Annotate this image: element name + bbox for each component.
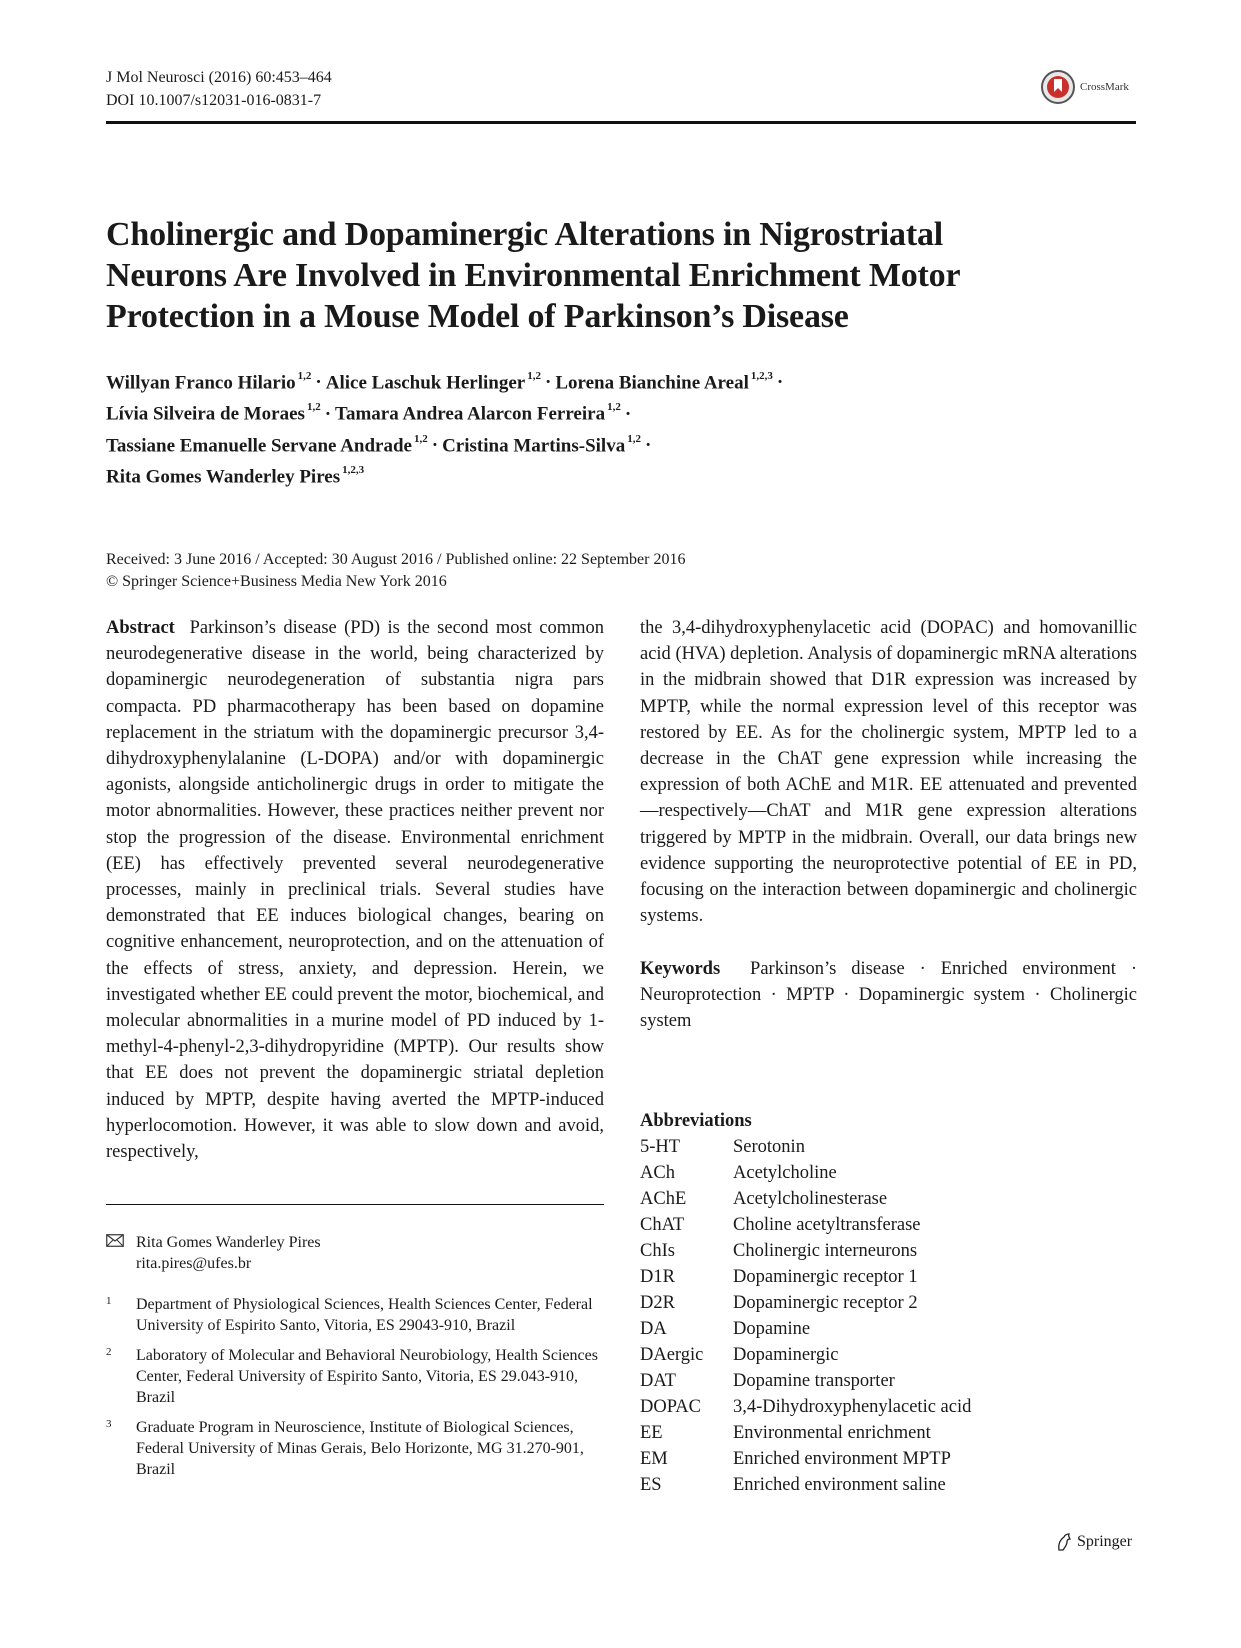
author-affiliation: 1,2 xyxy=(627,432,641,445)
abbreviation: DA xyxy=(640,1319,667,1339)
affiliation-text: Department of Physiological Sciences, Health Sciences Center, Federal University of Espirito Santo, Vitoria, ES 29043-910, Brazil xyxy=(136,1296,593,1334)
abbreviation-row xyxy=(640,1212,1137,1238)
author-affiliation: 1,2 xyxy=(607,401,621,414)
abbreviation: D2R xyxy=(640,1293,675,1313)
publisher-logo xyxy=(1055,1532,1132,1552)
envelope-icon xyxy=(106,1232,132,1253)
abstract-text: Parkinson’s disease (PD) is the second most common neurodegenerative disease in the world, being characterized by dopaminergic neurodegeneration of substantia nigra pars compacta. PD pharmacotherapy has been based on dopamine replacement in the striatum with the dopaminergic precursor 3,4-dihydroxyphenylalanine (L-DOPA) and/or with dopaminergic agonists, alongside anticholinergic drugs in order to mitigate the motor abnormalities. However, these practices neither prevent nor stop the progression of the disease. Environmental enrichment (EE) has effectively prevented several neurodegenerative processes, mainly in preclinical trials. Several studies have demonstrated that EE induces biological changes, bearing on cognitive enhancement, neuroprotection, and on the attenuation of the effects of stress, anxiety, and depression. Herein, we investigated whether EE could prevent the motor, biochemical, and molecular abnormalities in a murine model of PD induced by 1-methyl-4-phenyl-2,3-dihydropyridine (MPTP). Our results show that EE does not prevent the dopaminergic striatal depletion induced by MPTP, despite having averted the MPTP-induced hyperlocomotion. However, it was able to slow down and avoid, respectively, xyxy=(106,618,605,1163)
abbreviation: AChE xyxy=(640,1189,687,1209)
title-line: Protection in a Mouse Model of Parkinson’s Disease xyxy=(106,298,849,335)
header-divider xyxy=(106,121,1136,124)
abbreviation-row xyxy=(640,1134,1137,1160)
journal-header xyxy=(106,66,332,112)
abbreviation-definition: Cholinergic interneurons xyxy=(733,1241,918,1261)
author-affiliation: 1,2 xyxy=(306,401,321,414)
abbreviation: 5-HT xyxy=(640,1137,681,1157)
journal-citation: J Mol Neurosci (2016) 60:453–464 xyxy=(106,69,332,86)
author-affiliation: 1,2,3 xyxy=(750,370,773,382)
affiliation-text: Laboratory of Molecular and Behavioral Neurobiology, Health Sciences Center, Federal University of Espirito Santo, Vitoria, ES 29.043-910, Brazil xyxy=(136,1347,598,1406)
abbreviation-definition: Dopaminergic xyxy=(733,1345,839,1365)
doi[interactable]: DOI 10.1007/s12031-016-0831-7 xyxy=(106,92,322,109)
separator: · xyxy=(544,372,552,394)
separator: · xyxy=(324,403,332,425)
separator: · xyxy=(644,434,652,456)
abbreviation-definition: Serotonin xyxy=(733,1137,805,1157)
abbreviation-definition: Acetylcholinesterase xyxy=(733,1189,888,1209)
crossmark-icon xyxy=(1040,69,1076,105)
keywords-label: Keywords xyxy=(640,959,721,979)
abbreviation: DAergic xyxy=(640,1345,704,1365)
crossmark-label: CrossMark xyxy=(1080,81,1129,93)
affiliation xyxy=(106,1417,604,1480)
abbreviation: DAT xyxy=(640,1371,676,1391)
abbreviation-row xyxy=(640,1264,1137,1290)
copyright-line: © Springer Science+Business Media New York 2016 xyxy=(106,573,447,590)
abbreviation-row xyxy=(640,1472,1137,1498)
abbreviation-row xyxy=(640,1342,1137,1368)
abbreviation: ChAT xyxy=(640,1215,685,1235)
abbreviation-definition: Dopamine xyxy=(733,1319,811,1339)
correspondence xyxy=(106,1232,604,1274)
abbreviation-row xyxy=(640,1394,1137,1420)
correspondence-email[interactable]: rita.pires@ufes.br xyxy=(136,1255,252,1272)
abbreviations-heading: Abbreviations xyxy=(640,1111,752,1131)
abstract-text-continued: the 3,4-dihydroxyphenylacetic acid (DOPAC) and homovanillic acid (HVA) depletion. Analysis of dopaminergic mRNA alterations in the midbrain showed that D1R expression was increased by MPTP, while the normal expression level of this receptor was restored by EE. As for the cholinergic system, MPTP led to a decrease in the ChAT gene expression while increasing the expression of both AChE and M1R. EE attenuated and prevented—respectively—ChAT and M1R gene expression alterations triggered by MPTP in the midbrain. Overall, our data brings new evidence supporting the neuroprotective potential of EE in PD, focusing on the interaction between dopaminergic and cholinergic systems. xyxy=(640,618,1137,927)
affiliation-number: 1 xyxy=(106,1295,112,1307)
abbreviation-row xyxy=(640,1368,1137,1394)
abbreviation-definition: Dopaminergic receptor 1 xyxy=(733,1267,918,1287)
author-name[interactable]: Cristina Martins-Silva xyxy=(442,434,626,456)
abbreviation-definition: Enriched environment saline xyxy=(733,1475,946,1495)
affiliation-text: Graduate Program in Neuroscience, Institute of Biological Sciences, Federal University of Minas Gerais, Belo Horizonte, MG 31.270-901, Brazil xyxy=(136,1419,584,1478)
affiliation-number: 3 xyxy=(106,1418,112,1430)
author-name[interactable]: Lívia Silveira de Moraes xyxy=(106,403,305,425)
abbreviation-definition: Enriched environment MPTP xyxy=(733,1449,951,1469)
author-name[interactable]: Willyan Franco Hilario xyxy=(106,372,296,394)
abbreviation-definition: Dopamine transporter xyxy=(733,1371,895,1391)
title-line: Neurons Are Involved in Environmental Enrichment Motor xyxy=(106,257,961,294)
title-line: Cholinergic and Dopaminergic Alterations in Nigrostriatal xyxy=(106,216,943,253)
correspondence-name: Rita Gomes Wanderley Pires xyxy=(136,1234,321,1251)
abbreviation-definition: Acetylcholine xyxy=(733,1163,837,1183)
abbreviation-definition: 3,4-Dihydroxyphenylacetic acid xyxy=(733,1397,972,1417)
abbreviation: EE xyxy=(640,1423,663,1443)
abbreviations-list xyxy=(640,1134,1137,1498)
abstract-left-column xyxy=(106,615,604,1165)
affiliation xyxy=(106,1345,604,1408)
separator: · xyxy=(624,403,632,425)
article-title xyxy=(106,214,1136,337)
separator: · xyxy=(315,372,322,394)
abbreviation-row xyxy=(640,1160,1137,1186)
publication-dates xyxy=(106,549,685,593)
abbreviation-definition: Choline acetyltransferase xyxy=(733,1215,921,1235)
abbreviation-definition: Environmental enrichment xyxy=(733,1423,931,1443)
abstract-label: Abstract xyxy=(106,618,175,638)
abbreviation-row xyxy=(640,1420,1137,1446)
separator: · xyxy=(431,434,439,456)
springer-horse-icon xyxy=(1055,1532,1073,1552)
abbreviation: D1R xyxy=(640,1267,675,1287)
author-affiliation: 1,2 xyxy=(413,432,428,445)
author-list xyxy=(106,365,1136,490)
separator: · xyxy=(776,372,784,394)
dates-line: Received: 3 June 2016 / Accepted: 30 August 2016 / Published online: 22 September 2016 xyxy=(106,551,686,568)
abbreviation-row xyxy=(640,1446,1137,1472)
abbreviation: ChIs xyxy=(640,1241,675,1261)
abbreviation: ACh xyxy=(640,1163,675,1183)
keywords xyxy=(640,956,1137,1035)
publisher-name: Springer xyxy=(1077,1533,1133,1550)
affiliation xyxy=(106,1294,604,1336)
author-name[interactable]: Alice Laschuk Herlinger xyxy=(325,372,526,394)
author-affiliation: 1,2 xyxy=(527,370,541,382)
abbreviation: EM xyxy=(640,1449,668,1469)
abbreviation-row xyxy=(640,1238,1137,1264)
author-name[interactable]: Rita Gomes Wanderley Pires xyxy=(106,466,341,488)
abbreviation: ES xyxy=(640,1475,662,1495)
footnote-divider xyxy=(106,1204,604,1205)
abbreviation-row xyxy=(640,1316,1137,1342)
author-affiliation: 1,2,3 xyxy=(342,463,365,476)
author-name[interactable]: Tassiane Emanuelle Servane Andrade xyxy=(106,434,412,456)
abbreviation-definition: Dopaminergic receptor 2 xyxy=(733,1293,918,1313)
author-name[interactable]: Lorena Bianchine Areal xyxy=(555,372,749,394)
author-affiliation: 1,2 xyxy=(297,370,312,382)
abbreviation-row xyxy=(640,1186,1137,1212)
affiliation-number: 2 xyxy=(106,1346,112,1358)
abbreviation: DOPAC xyxy=(640,1397,702,1417)
abbreviation-row xyxy=(640,1290,1137,1316)
author-name[interactable]: Tamara Andrea Alarcon Ferreira xyxy=(335,403,606,425)
abstract-right-column xyxy=(640,615,1137,929)
keywords-text: Parkinson’s disease · Enriched environment · Neuroprotection · MPTP · Dopaminergic system · Cholinergic system xyxy=(640,959,1138,1032)
crossmark-badge[interactable] xyxy=(1040,69,1129,105)
